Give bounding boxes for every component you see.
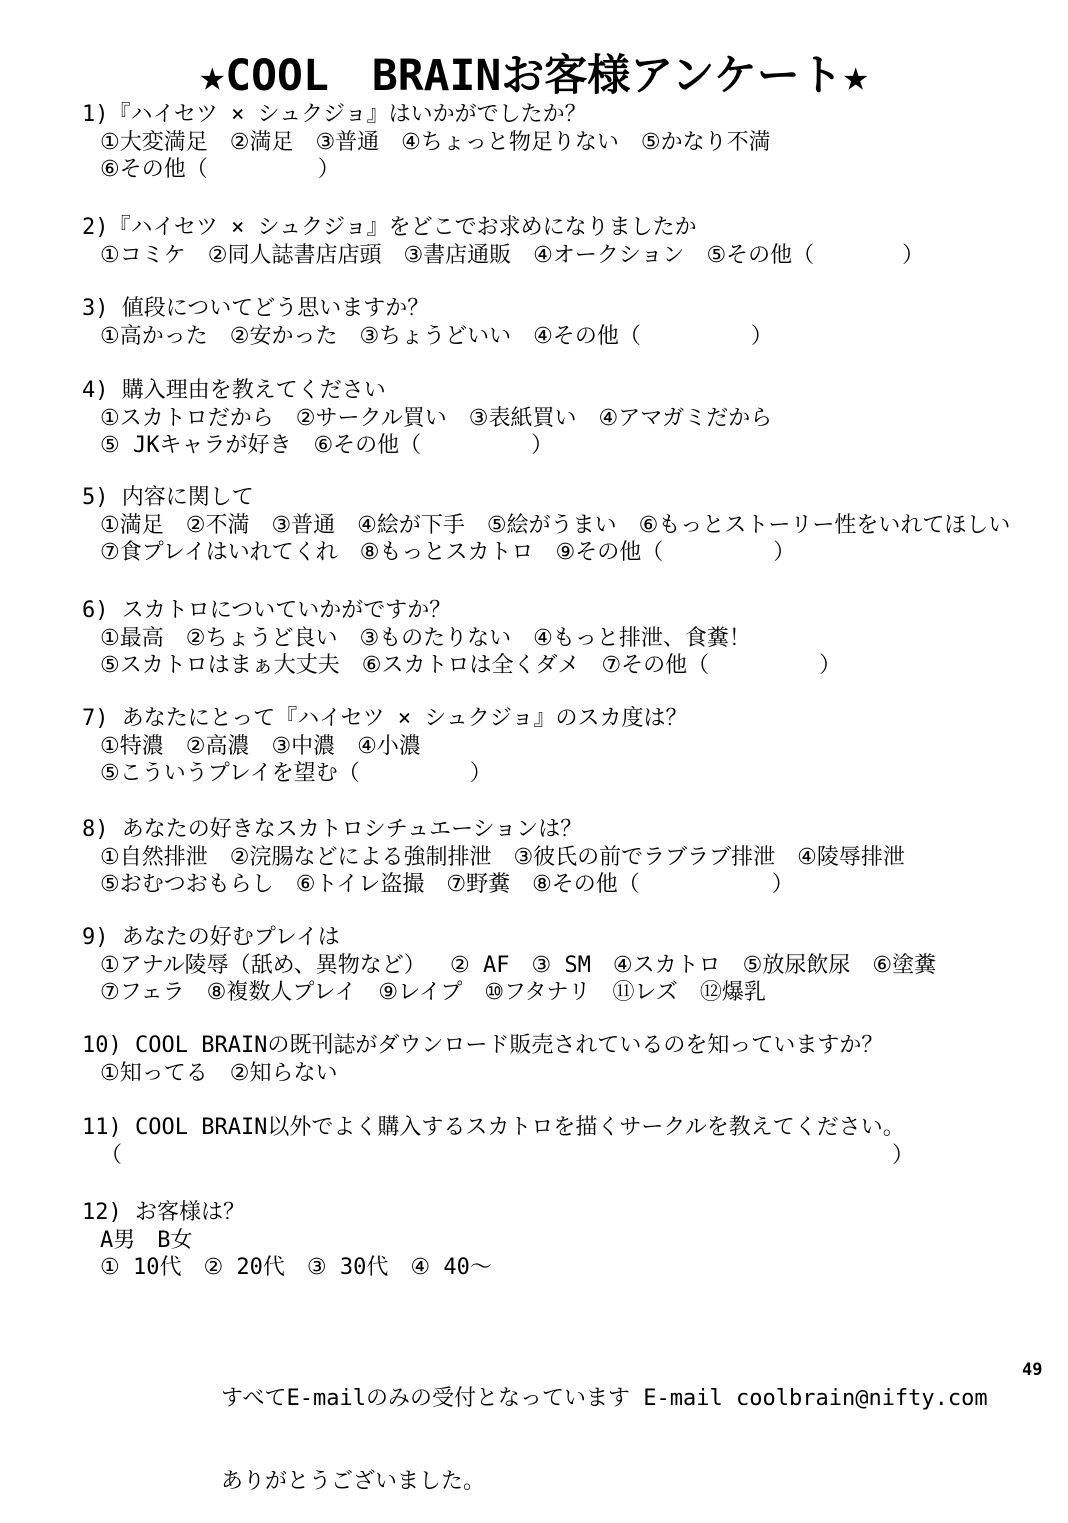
question-options-line: ①自然排泄 ②浣腸などによる強制排泄 ③彼氏の前でラブラブ排泄 ④陵辱排泄	[100, 844, 905, 870]
question-options-line: A男 B女	[100, 1227, 193, 1253]
question-options-line: ① 10代 ② 20代 ③ 30代 ④ 40～	[100, 1255, 492, 1280]
question-title: 9) あなたの好むプレイは	[82, 925, 340, 950]
question-options-line: ①コミケ ②同人誌書店店頭 ③書店通販 ④オークション ⑤その他（ ）	[100, 242, 925, 268]
question-block	[82, 705, 1068, 788]
footer-thanks-line: ありがとうございました。	[221, 1468, 486, 1494]
question-title: 8) あなたの好きなスカトロシチュエーションは？	[82, 817, 583, 842]
question-title: 6) スカトロについていかがですか？	[82, 598, 452, 623]
question-options-line: （ ）	[100, 1142, 915, 1168]
question-title: 4) 購入理由を教えてください	[82, 378, 386, 403]
question-options-line: ⑦食プレイはいれてくれ ⑧もっとスカトロ ⑨その他（ ）	[100, 540, 796, 565]
question-options-line: ①アナル陵辱（舐め、異物など） ② AF ③ SM ④スカトロ ⑤放尿飲尿 ⑥塗糞	[100, 952, 937, 978]
question-options-line: ⑤おむつおもらし ⑥トイレ盗撮 ⑦野糞 ⑧その他（ ）	[100, 872, 794, 897]
question-title: 7) あなたにとって『ハイセツ × シュクジョ』のスカ度は？	[82, 706, 688, 731]
question-title: 2)『ハイセツ × シュクジョ』をどこでお求めになりましたか	[82, 215, 697, 240]
question-block	[82, 924, 1068, 1007]
question-block	[82, 377, 1068, 460]
question-options-line: ①知ってる ②知らない	[100, 1060, 338, 1086]
question-block	[82, 484, 1068, 567]
question-title: 5) 内容に関して	[82, 485, 254, 510]
question-options-line: ⑤ JKキャラが好き ⑥その他（ ）	[100, 433, 554, 458]
page-title: ★COOL BRAINお客様アンケート★	[199, 51, 869, 101]
question-options-line: ①最高 ②ちょうど良い ③ものたりない ④もっと排泄、食糞！	[100, 625, 751, 651]
question-block	[82, 597, 1068, 680]
question-options-line: ⑤こういうプレイを望む（ ）	[100, 761, 492, 786]
question-block	[82, 295, 1068, 350]
question-title: 11) COOL BRAIN以外でよく購入するスカトロを描くサークルを教えてください。	[82, 1115, 905, 1140]
question-options-line: ①特濃 ②高濃 ③中濃 ④小濃	[100, 733, 421, 759]
question-block	[82, 1199, 1068, 1282]
footer	[221, 1330, 988, 1523]
question-block	[82, 816, 1068, 899]
question-block	[82, 101, 1068, 184]
question-options-line: ⑤スカトロはまぁ大丈夫 ⑥スカトロは全くダメ ⑦その他（ ）	[100, 653, 842, 678]
question-title: 12) お客様は？	[82, 1200, 245, 1225]
question-block	[82, 1032, 1068, 1087]
question-options-line: ①スカトロだから ②サークル買い ③表紙買い ④アマガミだから	[100, 405, 773, 431]
question-options-line: ①満足 ②不満 ③普通 ④絵が下手 ⑤絵がうまい ⑥もっとストーリー性をいれてほしい	[100, 512, 1011, 538]
question-title: 10) COOL BRAINの既刊誌がダウンロード販売されているのを知っていますか？	[82, 1033, 884, 1058]
question-options-line: ⑥その他（ ）	[100, 157, 340, 182]
page-number: 49	[1022, 1360, 1043, 1380]
footer-contact-line: すべてE-mailのみの受付となっています E-mail coolbrain@nifty.com	[221, 1386, 988, 1411]
question-title: 1)『ハイセツ × シュクジョ』はいかがでしたか？	[82, 102, 587, 127]
question-options-line: ①高かった ②安かった ③ちょうどいい ④その他（ ）	[100, 323, 773, 349]
question-title: 3) 値段についてどう思いますか？	[82, 296, 430, 321]
question-options-line: ①大変満足 ②満足 ③普通 ④ちょっと物足りない ⑤かなり不満	[100, 129, 771, 155]
question-options-line: ⑦フェラ ⑧複数人プレイ ⑨レイプ ⑩フタナリ ⑪レズ ⑫爆乳	[100, 980, 766, 1005]
question-block	[82, 1114, 1068, 1169]
question-block	[82, 214, 1068, 269]
